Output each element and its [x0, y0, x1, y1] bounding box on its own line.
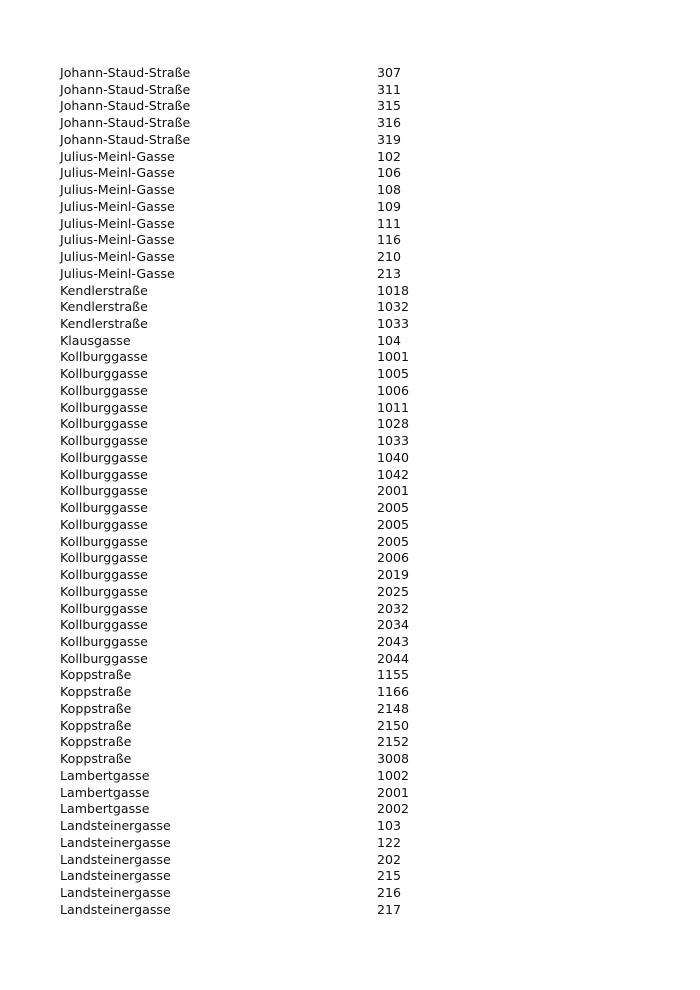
house-number: 319	[377, 131, 402, 147]
street-name: Julius-Meinl-Gasse	[60, 249, 175, 265]
table-row	[60, 199, 460, 216]
street-name: Koppstraße	[60, 751, 132, 767]
street-name: Landsteinergasse	[60, 868, 171, 884]
street-name: Landsteinergasse	[60, 818, 171, 834]
table-row	[60, 115, 460, 132]
street-name: Landsteinergasse	[60, 851, 171, 867]
house-number: 1033	[377, 433, 410, 449]
house-number: 316	[377, 115, 402, 131]
table-row	[60, 165, 460, 182]
house-number: 1006	[377, 382, 410, 398]
house-number: 2001	[377, 784, 410, 800]
table-row	[60, 349, 460, 366]
street-name: Kollburggasse	[60, 416, 148, 432]
table-row	[60, 483, 460, 500]
table-row	[60, 601, 460, 618]
house-number: 2001	[377, 483, 410, 499]
house-number: 2034	[377, 617, 410, 633]
street-name: Kollburggasse	[60, 550, 148, 566]
house-number: 1033	[377, 316, 410, 332]
house-number: 3008	[377, 751, 410, 767]
table-row	[60, 299, 460, 316]
address-table	[60, 65, 460, 918]
street-name: Kendlerstraße	[60, 299, 148, 315]
house-number: 2032	[377, 600, 410, 616]
table-row	[60, 617, 460, 634]
street-name: Johann-Staud-Straße	[60, 81, 191, 97]
house-number: 1005	[377, 366, 410, 382]
house-number: 2025	[377, 583, 410, 599]
house-number: 2148	[377, 700, 410, 716]
table-row	[60, 517, 460, 534]
table-row	[60, 316, 460, 333]
table-row	[60, 550, 460, 567]
house-number: 111	[377, 215, 402, 231]
house-number: 202	[377, 851, 402, 867]
street-name: Koppstraße	[60, 700, 132, 716]
house-number: 106	[377, 165, 402, 181]
house-number: 1018	[377, 282, 410, 298]
table-row	[60, 232, 460, 249]
table-row	[60, 667, 460, 684]
house-number: 1042	[377, 466, 410, 482]
street-name: Koppstraße	[60, 667, 132, 683]
table-row	[60, 82, 460, 99]
street-name: Julius-Meinl-Gasse	[60, 165, 175, 181]
table-row	[60, 216, 460, 233]
house-number: 2005	[377, 516, 410, 532]
house-number: 1040	[377, 449, 410, 465]
house-number: 2043	[377, 633, 410, 649]
table-row	[60, 182, 460, 199]
street-name: Koppstraße	[60, 684, 132, 700]
street-name: Kollburggasse	[60, 366, 148, 382]
street-name: Kollburggasse	[60, 483, 148, 499]
table-row	[60, 885, 460, 902]
street-name: Kollburggasse	[60, 382, 148, 398]
table-row	[60, 734, 460, 751]
table-row	[60, 383, 460, 400]
table-row	[60, 65, 460, 82]
street-name: Landsteinergasse	[60, 901, 171, 917]
house-number: 1155	[377, 667, 410, 683]
street-name: Julius-Meinl-Gasse	[60, 182, 175, 198]
street-name: Kollburggasse	[60, 567, 148, 583]
house-number: 2002	[377, 801, 410, 817]
table-row	[60, 651, 460, 668]
house-number: 2006	[377, 550, 410, 566]
table-row	[60, 835, 460, 852]
street-name: Kollburggasse	[60, 433, 148, 449]
table-row	[60, 818, 460, 835]
street-name: Lambertgasse	[60, 801, 150, 817]
street-name: Kollburggasse	[60, 399, 148, 415]
street-name: Kollburggasse	[60, 449, 148, 465]
street-name: Johann-Staud-Straße	[60, 98, 191, 114]
house-number: 216	[377, 884, 402, 900]
house-number: 108	[377, 182, 402, 198]
street-name: Julius-Meinl-Gasse	[60, 215, 175, 231]
table-row	[60, 567, 460, 584]
street-name: Koppstraße	[60, 717, 132, 733]
street-name: Kollburggasse	[60, 349, 148, 365]
table-row	[60, 266, 460, 283]
table-row	[60, 283, 460, 300]
street-name: Kendlerstraße	[60, 316, 148, 332]
house-number: 1001	[377, 349, 410, 365]
table-row	[60, 785, 460, 802]
street-name: Kollburggasse	[60, 633, 148, 649]
table-row	[60, 718, 460, 735]
table-row	[60, 333, 460, 350]
street-name: Kollburggasse	[60, 600, 148, 616]
street-name: Johann-Staud-Straße	[60, 131, 191, 147]
street-name: Landsteinergasse	[60, 834, 171, 850]
table-row	[60, 132, 460, 149]
table-row	[60, 868, 460, 885]
street-name: Kollburggasse	[60, 533, 148, 549]
table-row	[60, 634, 460, 651]
table-row	[60, 366, 460, 383]
street-name: Julius-Meinl-Gasse	[60, 265, 175, 281]
street-name: Kollburggasse	[60, 583, 148, 599]
table-row	[60, 98, 460, 115]
table-row	[60, 433, 460, 450]
table-row	[60, 852, 460, 869]
street-name: Kollburggasse	[60, 466, 148, 482]
house-number: 103	[377, 818, 402, 834]
house-number: 122	[377, 834, 402, 850]
house-number: 2019	[377, 567, 410, 583]
table-row	[60, 416, 460, 433]
house-number: 2152	[377, 734, 410, 750]
table-row	[60, 701, 460, 718]
street-name: Lambertgasse	[60, 767, 150, 783]
street-name: Kollburggasse	[60, 516, 148, 532]
table-row	[60, 249, 460, 266]
house-number: 2044	[377, 650, 410, 666]
house-number: 116	[377, 232, 402, 248]
house-number: 1032	[377, 299, 410, 315]
house-number: 1002	[377, 767, 410, 783]
house-number: 104	[377, 332, 402, 348]
street-name: Johann-Staud-Straße	[60, 65, 191, 80]
house-number: 109	[377, 198, 402, 214]
house-number: 215	[377, 868, 402, 884]
street-name: Kendlerstraße	[60, 282, 148, 298]
house-number: 1028	[377, 416, 410, 432]
house-number: 2150	[377, 717, 410, 733]
table-row	[60, 751, 460, 768]
street-name: Koppstraße	[60, 734, 132, 750]
house-number: 217	[377, 901, 402, 917]
house-number: 315	[377, 98, 402, 114]
street-name: Landsteinergasse	[60, 884, 171, 900]
house-number: 2005	[377, 533, 410, 549]
street-name: Julius-Meinl-Gasse	[60, 198, 175, 214]
street-name: Lambertgasse	[60, 784, 150, 800]
street-name: Johann-Staud-Straße	[60, 115, 191, 131]
house-number: 210	[377, 249, 402, 265]
table-row	[60, 534, 460, 551]
house-number: 1011	[377, 399, 410, 415]
house-number: 1166	[377, 684, 410, 700]
street-name: Kollburggasse	[60, 500, 148, 516]
table-row	[60, 149, 460, 166]
street-name: Kollburggasse	[60, 617, 148, 633]
table-row	[60, 500, 460, 517]
street-name: Klausgasse	[60, 332, 131, 348]
street-name: Kollburggasse	[60, 650, 148, 666]
house-number: 311	[377, 81, 402, 97]
house-number: 307	[377, 65, 402, 80]
table-row	[60, 768, 460, 785]
street-name: Julius-Meinl-Gasse	[60, 232, 175, 248]
house-number: 213	[377, 265, 402, 281]
house-number: 102	[377, 148, 402, 164]
table-row	[60, 584, 460, 601]
table-row	[60, 684, 460, 701]
table-row	[60, 450, 460, 467]
table-row	[60, 400, 460, 417]
table-row	[60, 902, 460, 919]
house-number: 2005	[377, 500, 410, 516]
table-row	[60, 801, 460, 818]
street-name: Julius-Meinl-Gasse	[60, 148, 175, 164]
table-row	[60, 467, 460, 484]
